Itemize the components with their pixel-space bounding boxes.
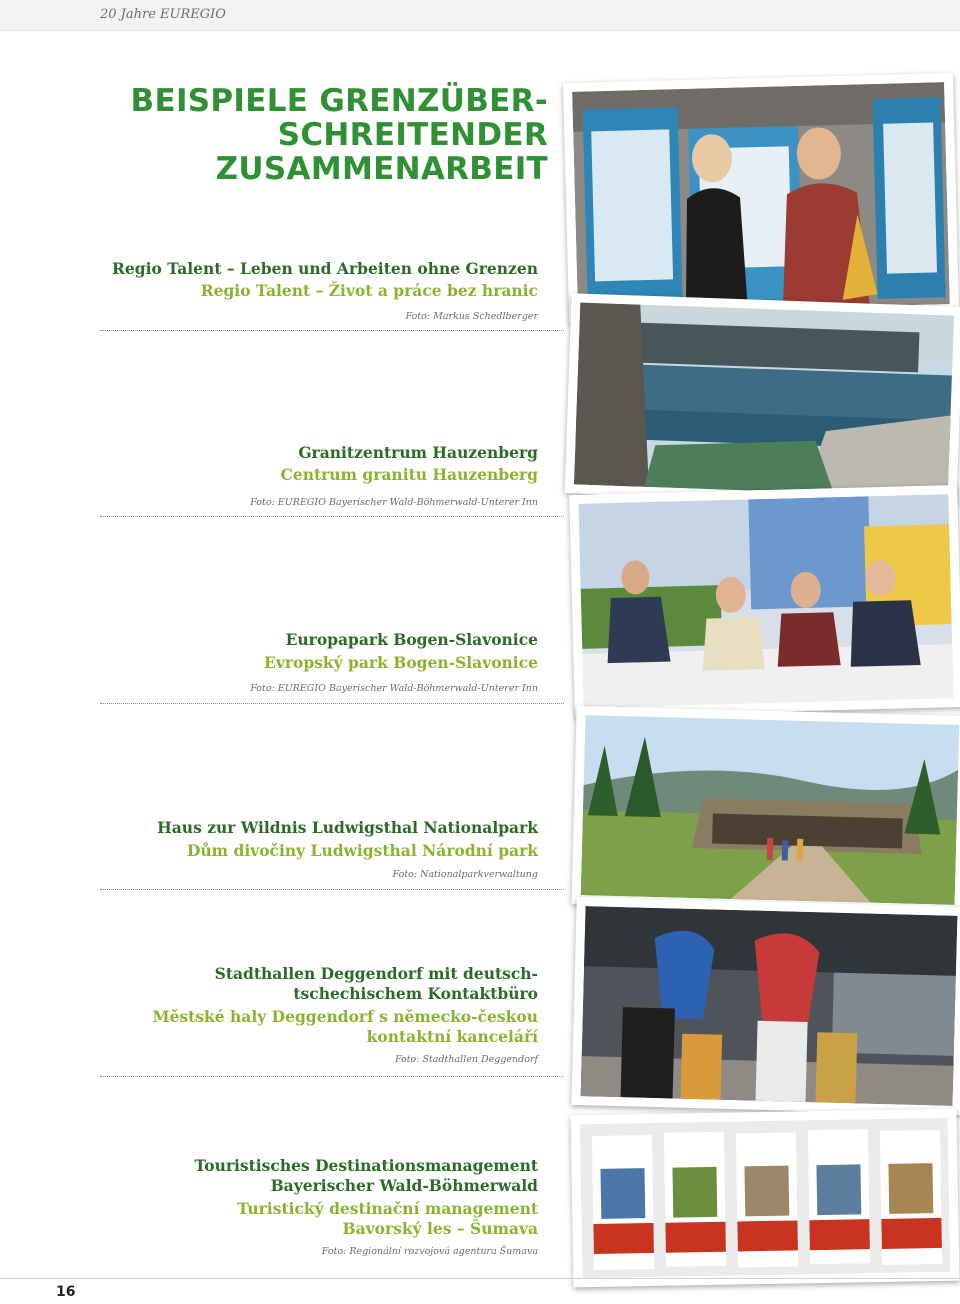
photo-granitzentrum: [565, 293, 960, 507]
caption-de: Haus zur Wildnis Ludwigsthal Nationalpark: [157, 818, 538, 837]
photo-credit: Foto: EUREGIO Bayerischer Wald-Böhmerwald-Unterer Inn: [250, 683, 538, 694]
photo-europapark: [569, 485, 960, 717]
page-headline-line-3: ZUSAMMENARBEIT: [215, 151, 548, 187]
page-headline-line-2: SCHREITENDER: [277, 117, 548, 153]
photo-brochures: [571, 1109, 960, 1288]
caption-de: tschechischem Kontaktbüro: [293, 984, 538, 1003]
photo-haus-zur-wildnis: [571, 706, 960, 914]
caption-cz: Dům divočiny Ludwigsthal Národní park: [186, 841, 538, 860]
caption-cz: Turistický destinační management: [237, 1199, 538, 1218]
caption-de: Stadthallen Deggendorf mit deutsch-: [214, 964, 538, 983]
running-header-title: 20 Jahre EUREGIO: [100, 7, 226, 22]
caption-cz: Centrum granitu Hauzenberg: [280, 465, 538, 484]
caption-cz: Evropský park Bogen-Slavonice: [264, 653, 538, 672]
section-divider: [100, 1076, 564, 1077]
page-headline-line-1: BEISPIELE GRENZÜBER-: [130, 83, 548, 119]
caption-de: Regio Talent – Leben und Arbeiten ohne Grenzen: [112, 259, 538, 278]
caption-cz: Městské haly Deggendorf s německo-českou: [152, 1007, 538, 1026]
caption-de: Europapark Bogen-Slavonice: [285, 630, 538, 649]
photo-credit: Foto: Nationalparkverwaltung: [392, 869, 538, 880]
page-number: 16: [56, 1284, 76, 1300]
caption-cz: kontaktní kanceláří: [366, 1027, 538, 1046]
section-divider: [100, 330, 564, 331]
caption-de: Bayerischer Wald-Böhmerwald: [270, 1176, 538, 1195]
photo-stadthallen-deggendorf: [571, 897, 960, 1115]
section-divider: [100, 703, 564, 704]
section-divider: [100, 516, 564, 517]
caption-de: Granitzentrum Hauzenberg: [298, 443, 538, 462]
photo-regio-talent: [563, 73, 959, 323]
caption-cz: Regio Talent – Život a práce bez hranic: [200, 281, 538, 300]
photo-credit: Foto: Regionální rozvojová agentura Šumava: [321, 1246, 538, 1257]
section-divider: [100, 889, 564, 890]
caption-de: Touristisches Destinationsmanagement: [194, 1156, 538, 1175]
photo-credit: Foto: EUREGIO Bayerischer Wald-Böhmerwald-Unterer Inn: [250, 497, 538, 508]
photo-credit: Foto: Markus Schedlberger: [405, 311, 538, 322]
photo-credit: Foto: Stadthallen Deggendorf: [394, 1054, 538, 1065]
footer-divider: [0, 1278, 960, 1279]
caption-cz: Bavorský les – Šumava: [342, 1219, 538, 1238]
